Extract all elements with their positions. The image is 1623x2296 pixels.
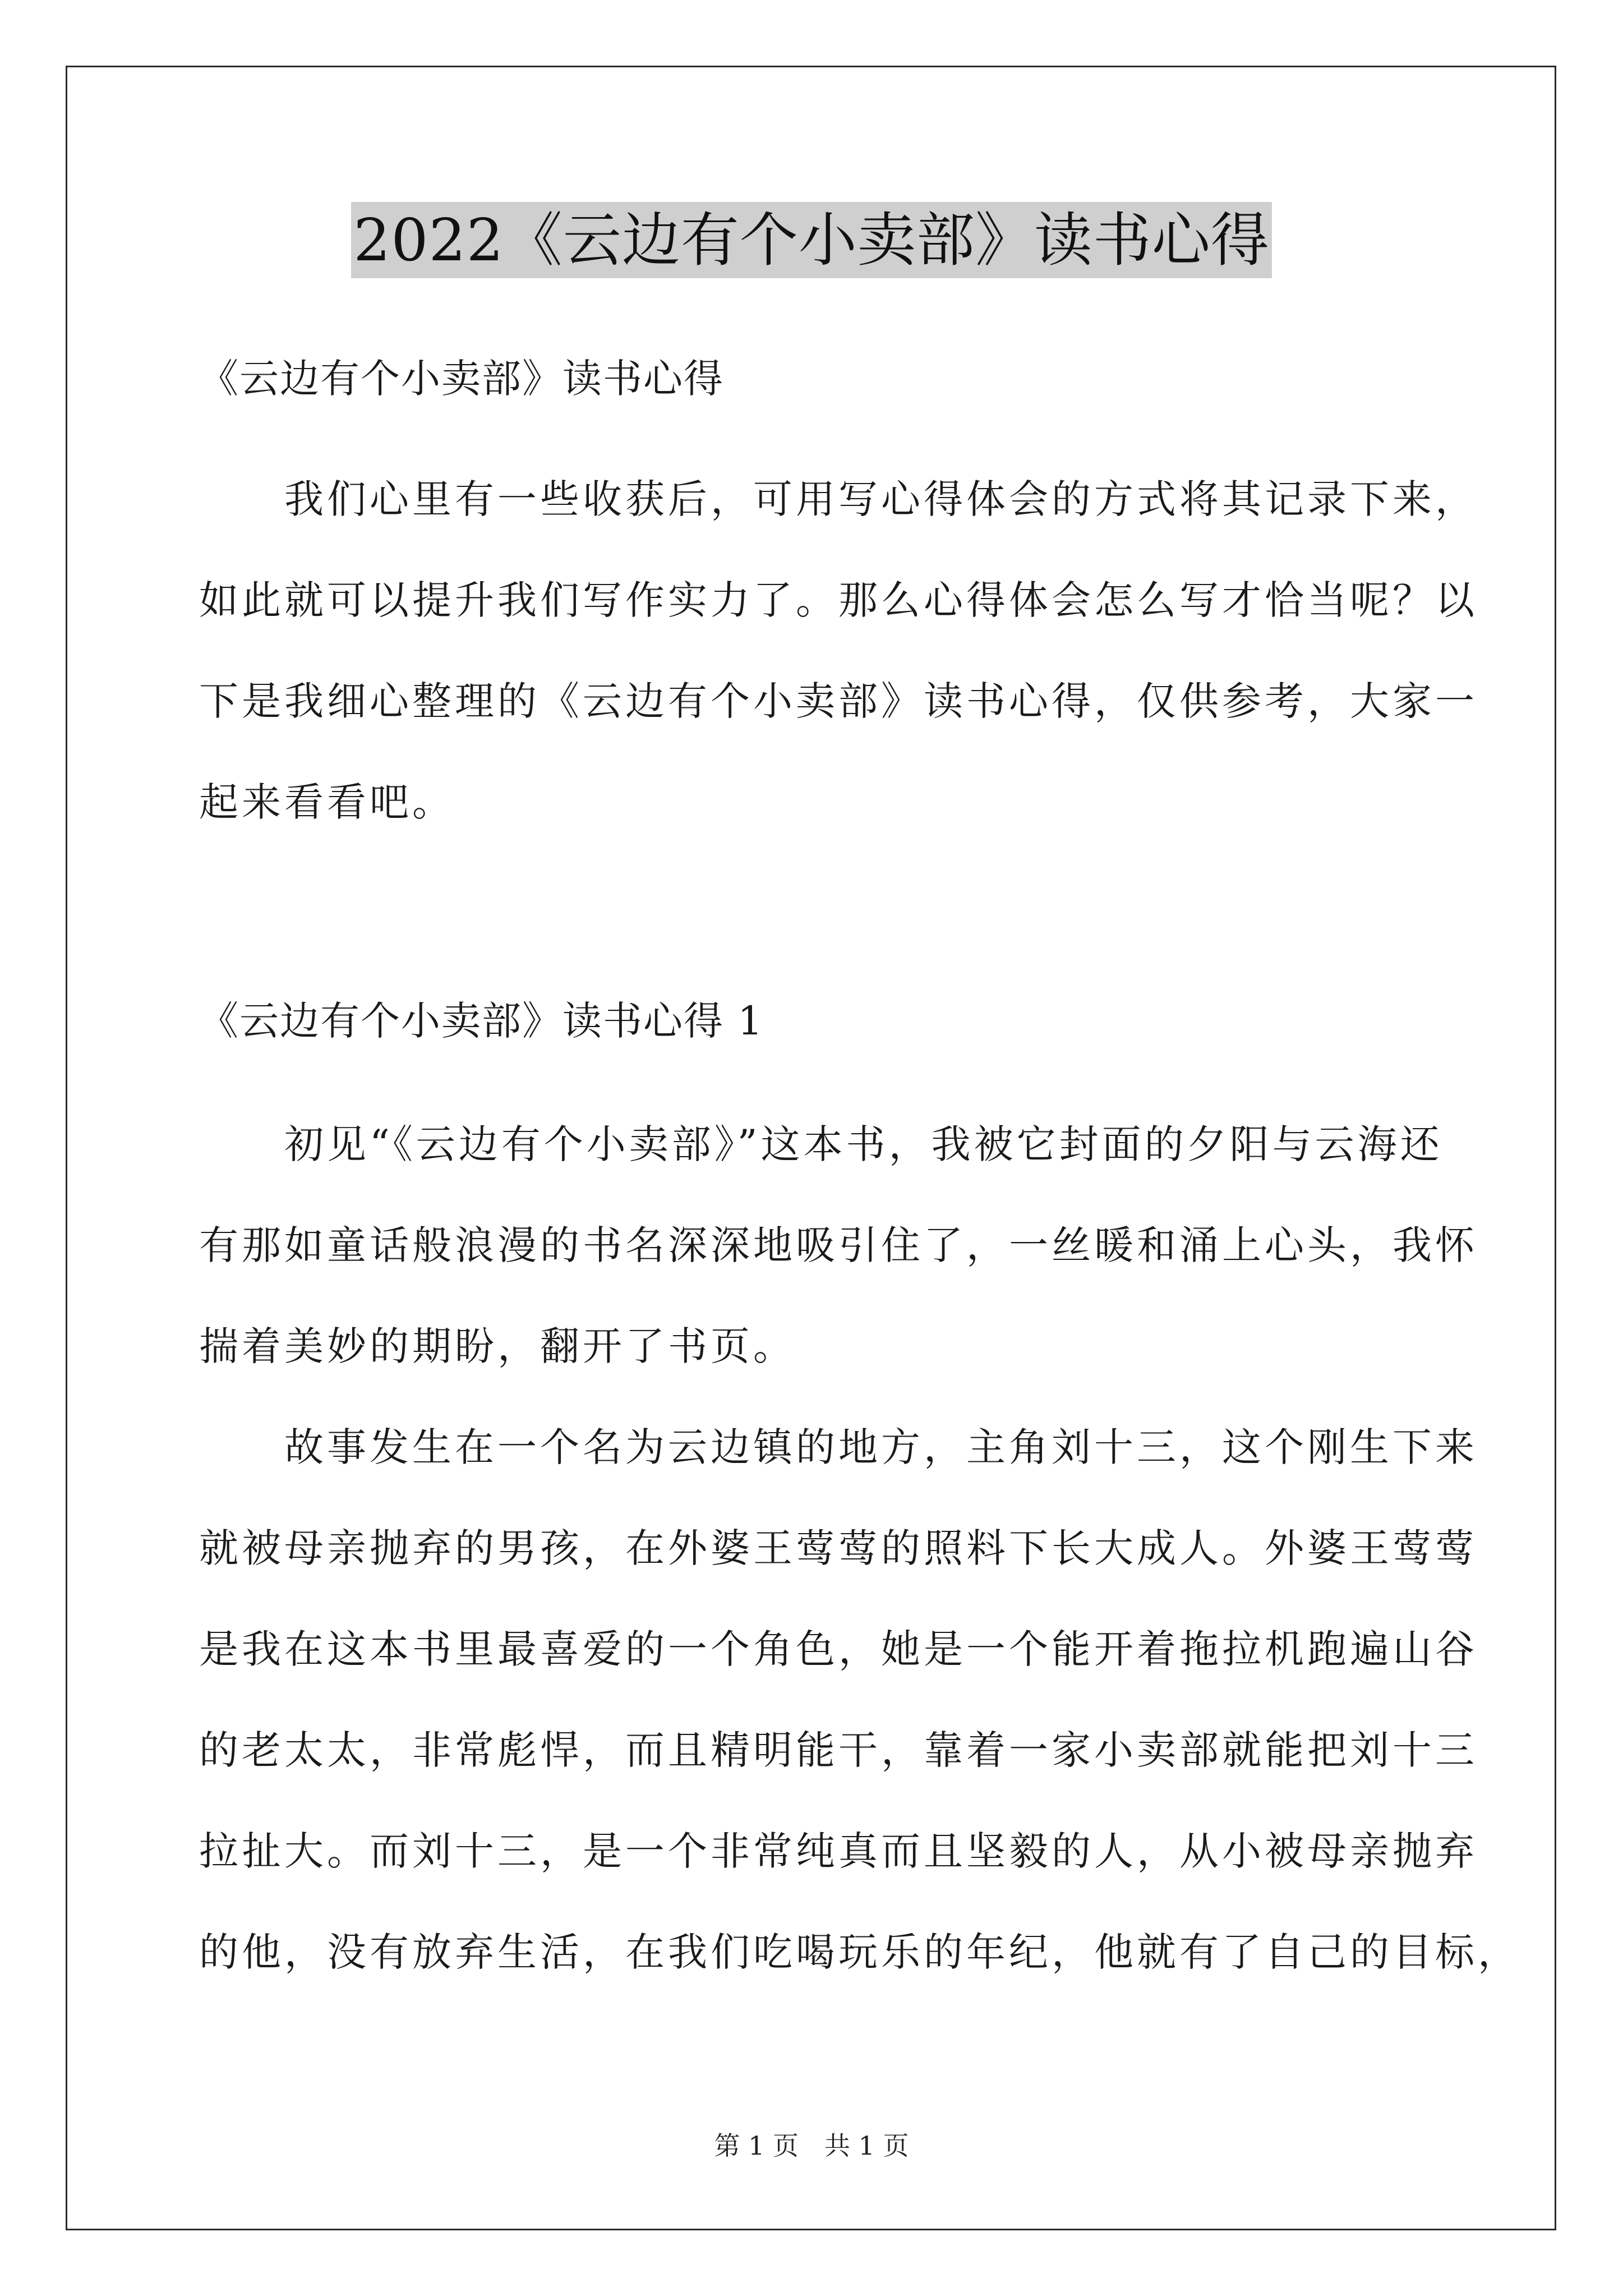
title-container (0, 202, 1623, 278)
intro-paragraph (199, 449, 1478, 853)
paragraph-2 (199, 1397, 1520, 2003)
text-line: 就被母亲抛弃的男孩，在外婆王莺莺的照料下长大成人。外婆王莺莺 (199, 1525, 1478, 1571)
subheading-main: 《云边有个小卖部》读书心得 (199, 356, 724, 402)
paragraph-1 (199, 1094, 1478, 1397)
text-line: 拉扯大。而刘十三，是一个非常纯真而且坚毅的人，从小被母亲抛弃 (199, 1828, 1478, 1874)
document-title: 2022《云边有个小卖部》读书心得 (351, 202, 1272, 278)
text-line: 是我在这本书里最喜爱的一个角色，她是一个能开着拖拉机跑遍山谷 (199, 1626, 1478, 1672)
text-line: 下是我细心整理的《云边有个小卖部》读书心得，仅供参考，大家一 (199, 678, 1478, 724)
text-line: 有那如童话般浪漫的书名深深地吸引住了，一丝暖和涌上心头，我怀 (199, 1222, 1478, 1268)
text-line: 故事发生在一个名为云边镇的地方，主角刘十三，这个刚生下来 (199, 1424, 1478, 1470)
text-line: 如此就可以提升我们写作实力了。那么心得体会怎么写才恰当呢？以 (199, 577, 1478, 623)
text-line: 我们心里有一些收获后，可用写心得体会的方式将其记录下来， (199, 476, 1478, 522)
subheading-section-1: 《云边有个小卖部》读书心得 1 (199, 998, 764, 1044)
text-line: 揣着美妙的期盼，翻开了书页。 (199, 1323, 796, 1369)
text-line: 初见“《云边有个小卖部》”这本书，我被它封面的夕阳与云海还 (199, 1121, 1443, 1167)
text-line: 的他，没有放弃生活，在我们吃喝玩乐的年纪，他就有了自己的目标， (199, 1929, 1520, 1975)
page-footer: 第 1 页 共 1 页 (714, 2131, 909, 2161)
text-line: 的老太太，非常彪悍，而且精明能干，靠着一家小卖部就能把刘十三 (199, 1727, 1478, 1773)
text-line: 起来看看吧。 (199, 779, 455, 825)
